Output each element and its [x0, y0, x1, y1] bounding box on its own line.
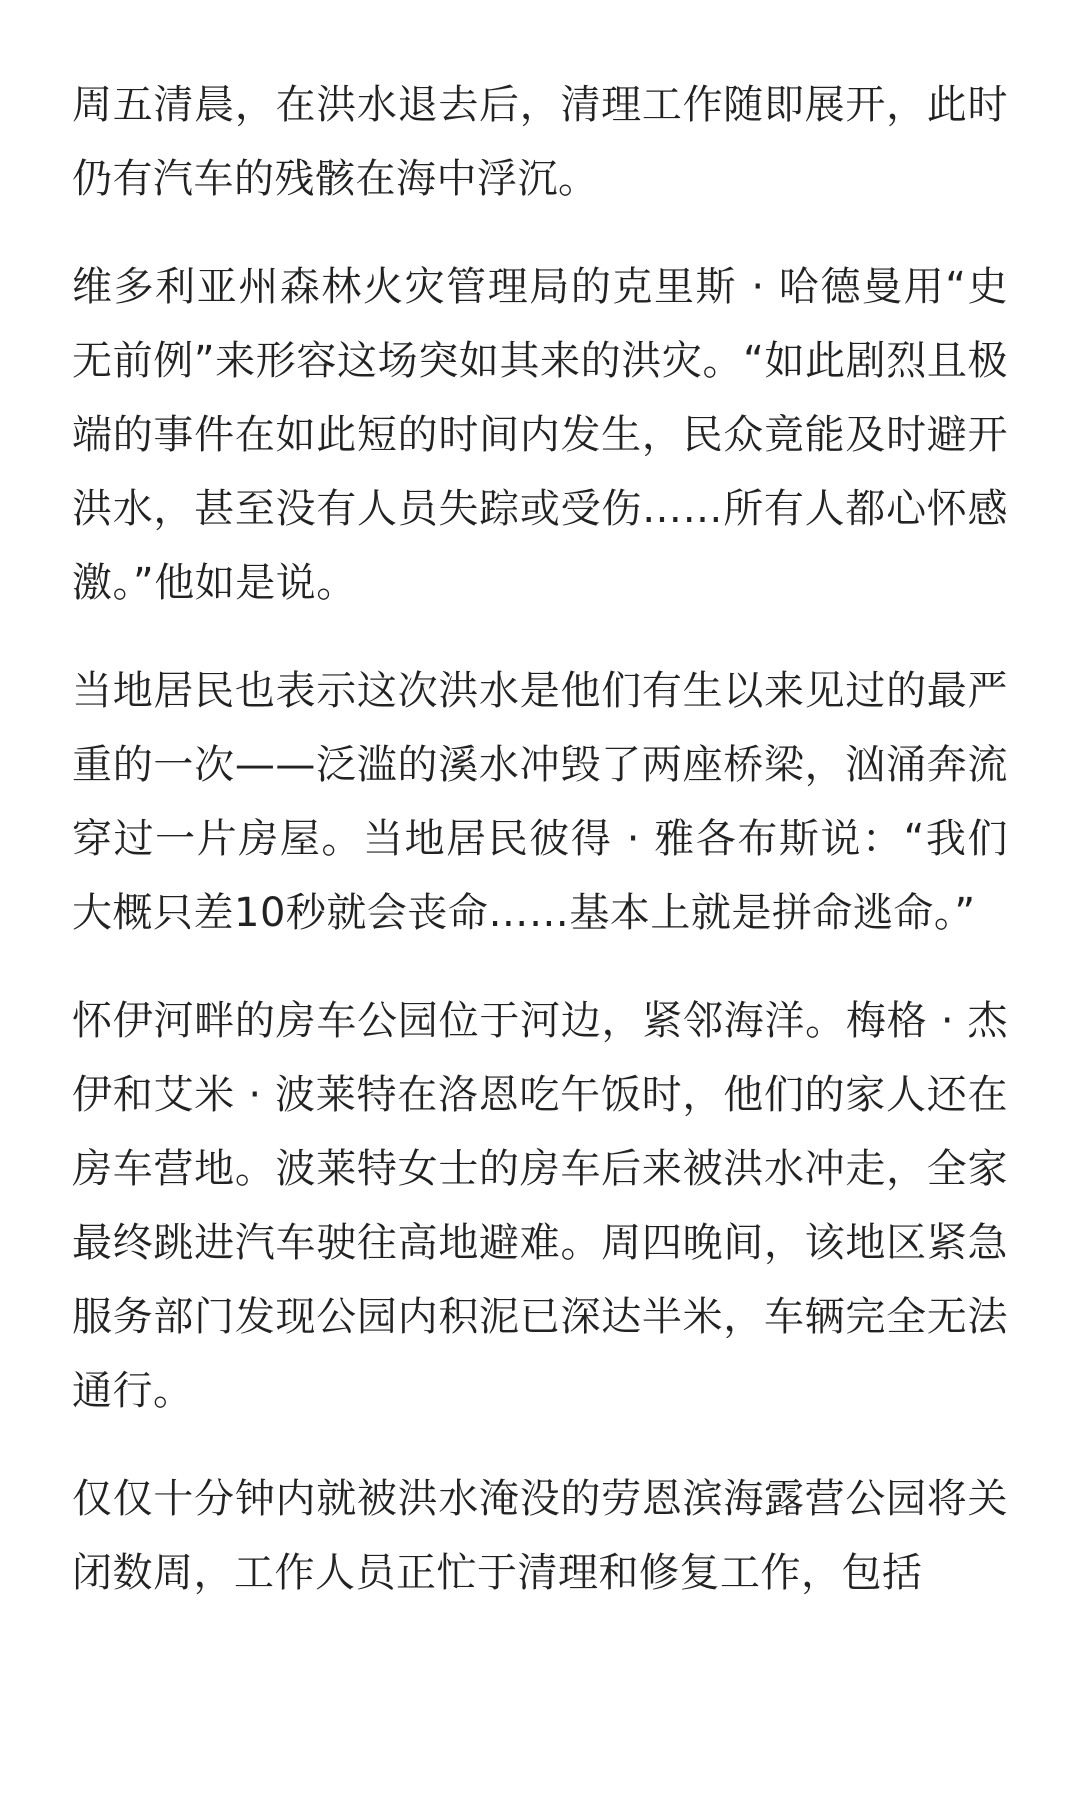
- paragraph: 怀伊河畔的房车公园位于河边，紧邻海洋。梅格 · 杰伊和艾米 · 波莱特在洛恩吃午饭时，他们的家人还在房车营地。波莱特女士的房车后来被洪水冲走，全家最终跳进汽车驶往高地避难。周四晚间，该地区紧急服务部门发现公园内积泥已深达半米，车辆完全无法通行。: [72, 998, 1008, 1414]
- paragraph: 当地居民也表示这次洪水是他们有生以来见过的最严重的一次——泛滥的溪水冲毁了两座桥梁，汹涌奔流穿过一片房屋。当地居民彼得 · 雅各布斯说：“我们大概只差10秒就会丧命……基本上就是拼命逃命。”: [72, 668, 1008, 936]
- paragraph: 仅仅十分钟内就被洪水淹没的劳恩滨海露营公园将关闭数周，工作人员正忙于清理和修复工作，包括: [72, 1476, 1008, 1596]
- paragraph: 周五清晨，在洪水退去后，清理工作随即展开，此时仍有汽车的残骸在海中浮沉。: [72, 82, 1008, 202]
- article-body: [72, 68, 1008, 1644]
- paragraph: 维多利亚州森林火灾管理局的克里斯 · 哈德曼用“史无前例”来形容这场突如其来的洪灾。“如此剧烈且极端的事件在如此短的时间内发生，民众竟能及时避开洪水，甚至没有人员失踪或受伤……所有人都心怀感激。”他如是说。: [72, 264, 1008, 606]
